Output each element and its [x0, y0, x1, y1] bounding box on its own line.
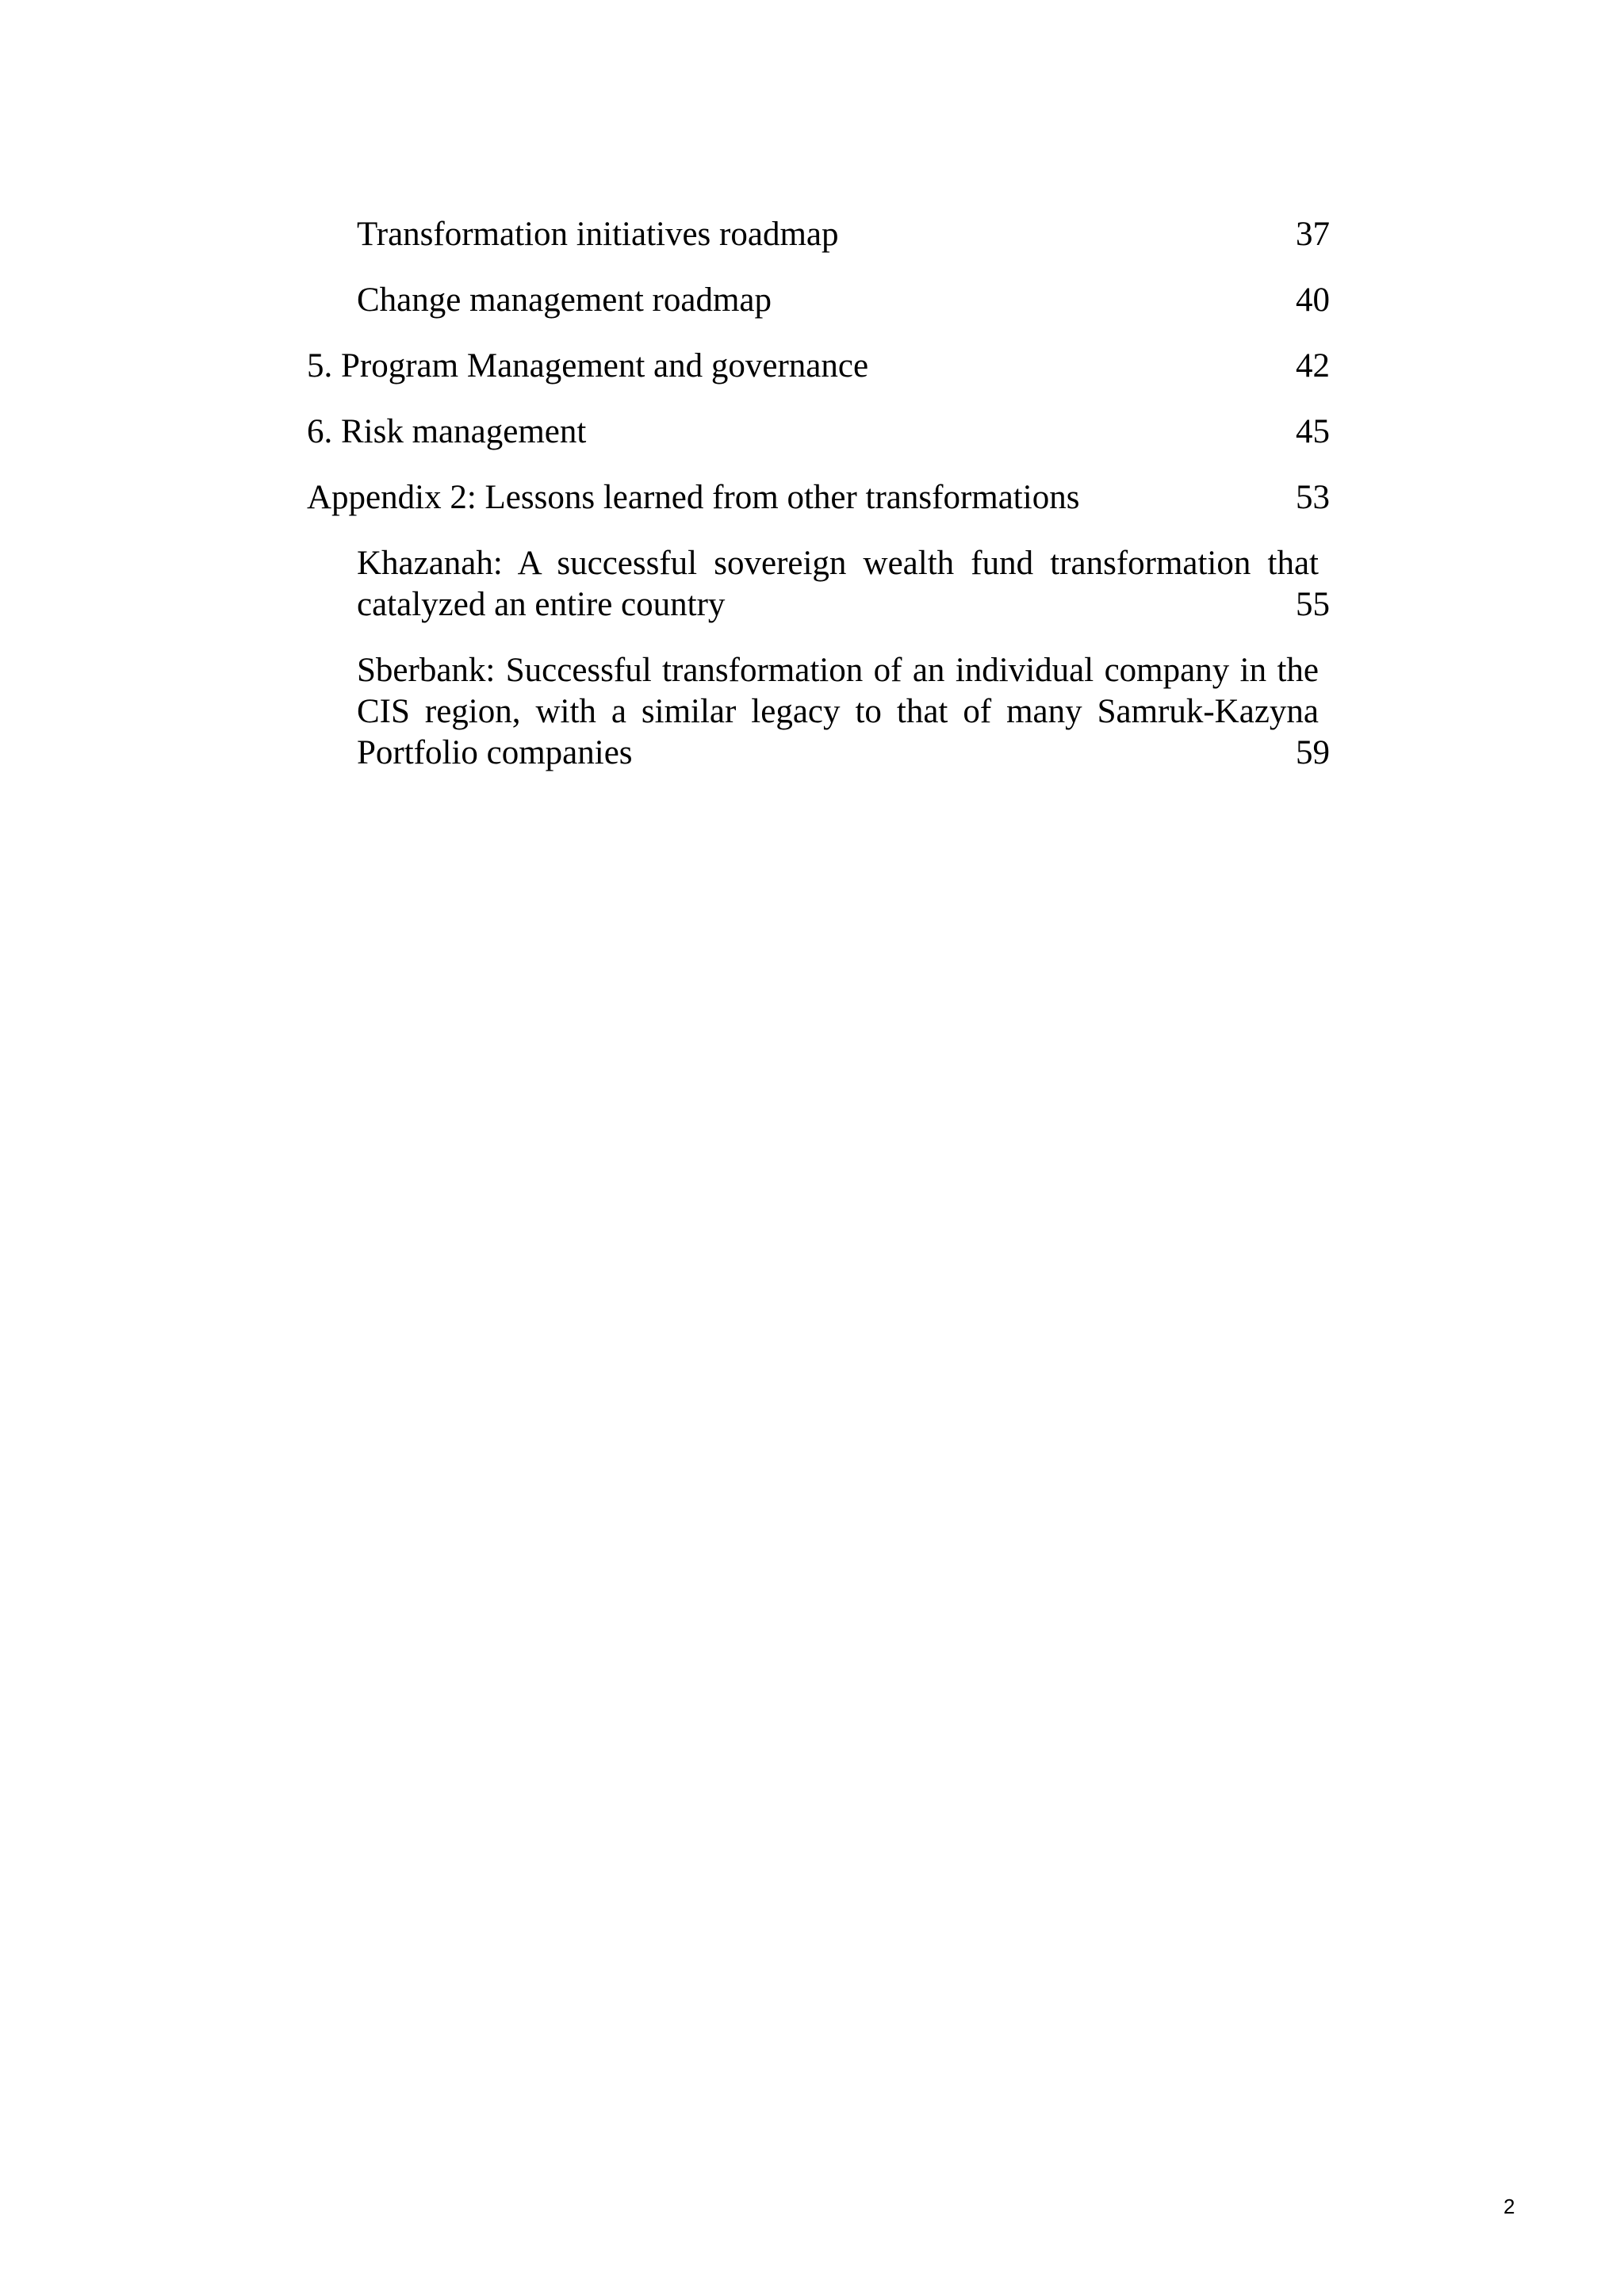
toc-entry-risk-management[interactable] — [307, 411, 1330, 453]
toc-entry-title: Appendix 2: Lessons learned from other transformations — [307, 479, 1080, 516]
page-number: 2 — [1503, 2195, 1515, 2218]
toc-entry-title: 6. Risk management — [307, 413, 587, 450]
table-of-contents — [307, 214, 1330, 798]
toc-entry-title: Transformation initiatives roadmap — [357, 216, 839, 253]
toc-entry-page: 37 — [1296, 216, 1330, 253]
toc-entry-page: 42 — [1296, 347, 1330, 385]
toc-entry-appendix-2[interactable] — [307, 477, 1330, 519]
toc-entry-khazanah[interactable] — [307, 543, 1330, 626]
toc-entry-program-management-governance[interactable] — [307, 346, 1330, 387]
toc-entry-change-management-roadmap[interactable] — [307, 280, 1330, 321]
toc-entry-page: 40 — [1296, 281, 1330, 319]
toc-entry-title: 5. Program Management and governance — [307, 347, 869, 385]
toc-entry-title: Khazanah: A successful sovereign wealth fund transformation that catalyzed an entire country — [357, 545, 1319, 623]
toc-entry-title: Change management roadmap — [357, 281, 772, 319]
toc-entry-page: 59 — [1296, 734, 1330, 771]
toc-entry-page: 53 — [1296, 479, 1330, 516]
toc-entry-page: 45 — [1296, 413, 1330, 450]
toc-entry-title: Sberbank: Successful transformation of an individual company in the CIS region, with a similar legacy to that of many Samruk-Kazyna Portfolio companies — [357, 652, 1319, 771]
toc-entry-sberbank[interactable] — [307, 650, 1330, 774]
toc-entry-transformation-initiatives-roadmap[interactable] — [307, 214, 1330, 255]
toc-entry-page: 55 — [1296, 586, 1330, 623]
